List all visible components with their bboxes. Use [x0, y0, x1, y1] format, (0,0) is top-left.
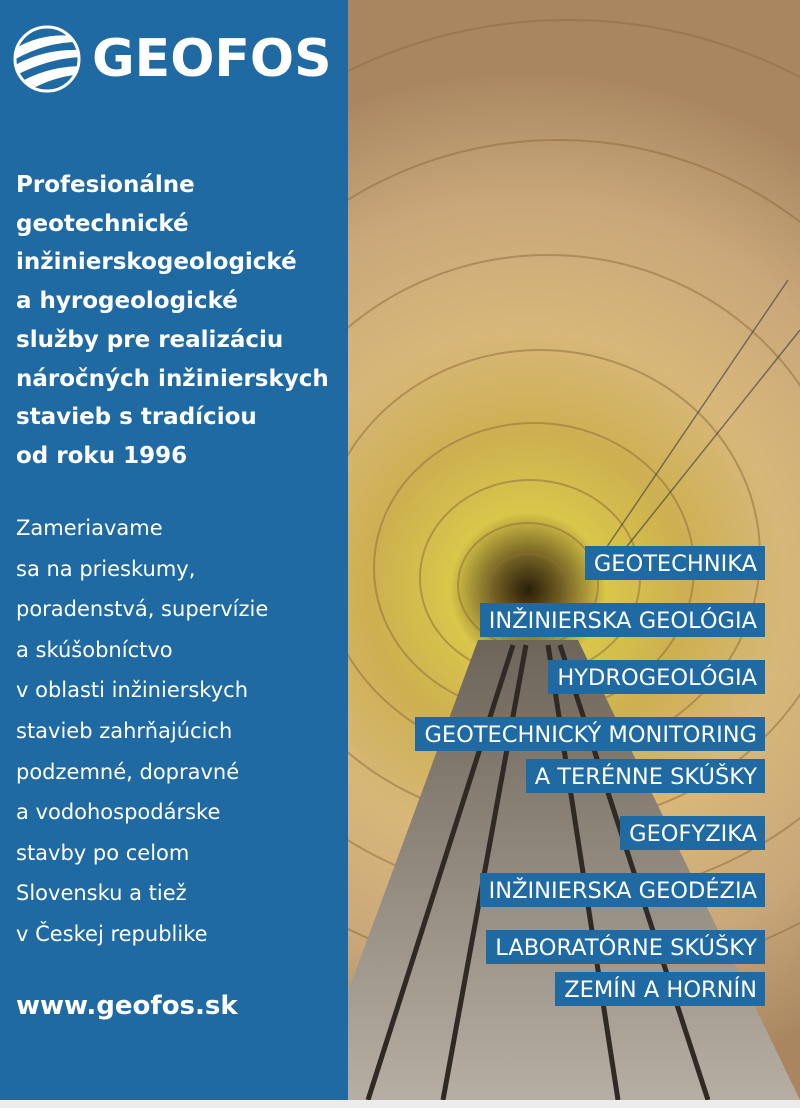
brand-name: GEOFOS	[92, 29, 332, 89]
headline	[16, 166, 346, 476]
service-tag: GEOTECHNICKÝ MONITORING	[415, 717, 765, 751]
service-tag: GEOTECHNIKA	[585, 546, 765, 580]
body-line: stavby po celom	[16, 840, 190, 865]
tunnel-photo	[348, 0, 800, 1100]
body-line: sa na prieskumy,	[16, 556, 196, 581]
headline-line: služby pre realizáciu	[16, 326, 284, 353]
headline-line: od roku 1996	[16, 442, 188, 469]
website-link[interactable]: www.geofos.sk	[16, 991, 238, 1021]
bottom-strip	[0, 1100, 800, 1108]
service-tag: HYDROGEOLÓGIA	[548, 660, 765, 694]
service-tag: GEOFYZIKA	[620, 816, 765, 850]
headline-line: Profesionálne	[16, 172, 195, 198]
body-line: Zameriavame	[16, 516, 163, 540]
headline-line: stavieb s tradíciou	[16, 404, 257, 431]
brand-logo	[12, 24, 332, 94]
body-line: v Českej republike	[16, 921, 208, 946]
body-line: Slovensku a tiež	[16, 881, 187, 906]
body-text	[16, 508, 346, 955]
services-list	[415, 546, 765, 1006]
body-line: a vodohospodárske	[16, 800, 221, 825]
headline-line: geotechnické	[16, 210, 189, 237]
service-tag: INŽINIERSKA GEOLÓGIA	[480, 603, 765, 637]
headline-line: náročných inžinierskych	[16, 365, 329, 392]
info-panel	[0, 0, 348, 1100]
globe-swoosh-icon	[12, 24, 82, 94]
body-line: poradenstvá, supervízie	[16, 597, 269, 622]
service-tag: A TERÉNNE SKÚŠKY	[526, 759, 765, 793]
headline-line: a hyrogeologické	[16, 288, 238, 315]
service-tag: ZEMÍN A HORNÍN	[555, 972, 765, 1006]
body-line: v oblasti inžinierskych	[16, 678, 249, 703]
body-line: podzemné, dopravné	[16, 759, 240, 784]
service-tag: INŽINIERSKA GEODÉZIA	[480, 873, 765, 907]
headline-line: inžinierskogeologické	[16, 249, 297, 276]
service-tag: LABORATÓRNE SKÚŠKY	[486, 930, 765, 964]
body-line: stavieb zahrňajúcich	[16, 718, 233, 743]
body-line: a skúšobníctvo	[16, 637, 173, 662]
